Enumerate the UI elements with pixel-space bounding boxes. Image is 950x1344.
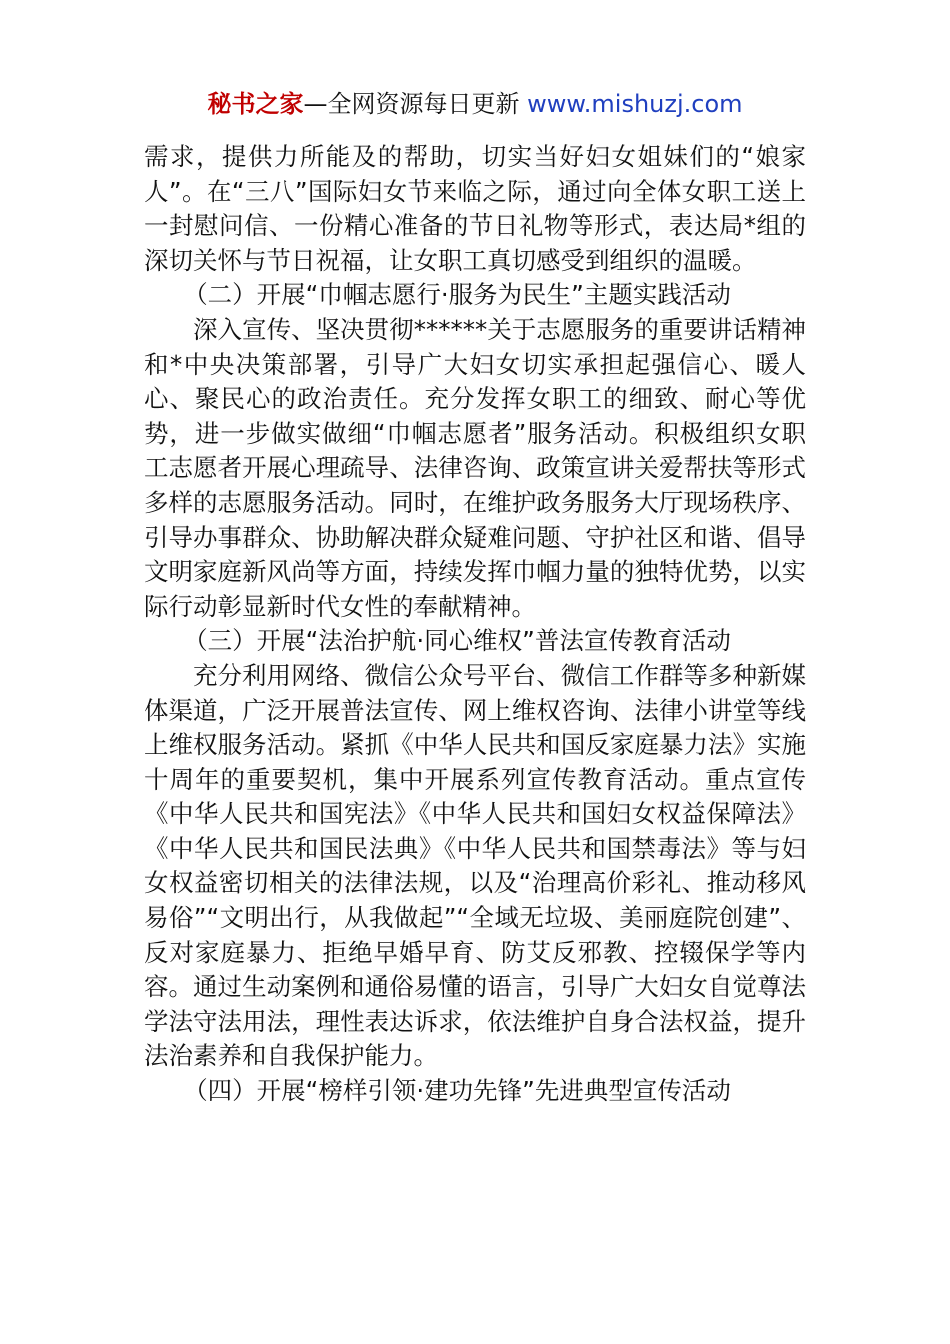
site-url-link[interactable]: www.mishuzj.com xyxy=(527,90,743,118)
section-heading: （二）开展“巾帼志愿行·服务为民生”主题实践活动 xyxy=(183,280,731,310)
document-body xyxy=(144,140,806,1109)
section-heading: （三）开展“法治护航·同心维权”普法宣传教育活动 xyxy=(183,626,731,656)
section-heading: （四）开展“榜样引领·建功先锋”先进典型宣传活动 xyxy=(183,1076,731,1106)
paragraph: 深入宣传、坚决贯彻******关于志愿服务的重要讲话精神和*中央决策部署，引导广大妇女切实承担起强信心、暖人心、聚民心的政治责任。充分发挥女职工的细致、耐心等优势，进一步做实做细“巾帼志愿者”服务活动。积极组织女职工志愿者开展心理疏导、法律咨询、政策宣讲关爱帮扶等形式多样的志愿服务活动。同时，在维护政务服务大厅现场秩序、引导办事群众、协助解决群众疑难问题、守护社区和谐、倡导文明家庭新风尚等方面，持续发挥巾帼力量的独特优势，以实际行动彰显新时代女性的奉献精神。 xyxy=(144,314,806,621)
header-slogan: —全网资源每日更新 xyxy=(303,90,528,118)
page-header xyxy=(0,86,950,122)
brand-name: 秘书之家 xyxy=(207,90,304,118)
paragraph: 充分利用网络、微信公众号平台、微信工作群等多种新媒体渠道，广泛开展普法宣传、网上维权咨询、法律小讲堂等线上维权服务活动。紧抓《中华人民共和国反家庭暴力法》实施十周年的重要契机，集中开展系列宣传教育活动。重点宣传《中华人民共和国宪法》《中华人民共和国妇女权益保障法》《中华人民共和国民法典》《中华人民共和国禁毒法》等与妇女权益密切相关的法律法规，以及“治理高价彩礼、推动移风易俗”“文明出行，从我做起”“全域无垃圾、美丽庭院创建”、反对家庭暴力、拒绝早婚早育、防艾反邪教、控辍保学等内容。通过生动案例和通俗易懂的语言，引导广大妇女自觉尊法学法守法用法，理性表达诉求，依法维护自身合法权益，提升法治素养和自我保护能力。 xyxy=(144,660,806,1071)
paragraph: 需求，提供力所能及的帮助，切实当好妇女姐妹们的“娘家人”。在“三八”国际妇女节来临之际，通过向全体女职工送上一封慰问信、一份精心准备的节日礼物等形式，表达局*组的深切关怀与节日祝福，让女职工真切感受到组织的温暖。 xyxy=(144,142,806,275)
